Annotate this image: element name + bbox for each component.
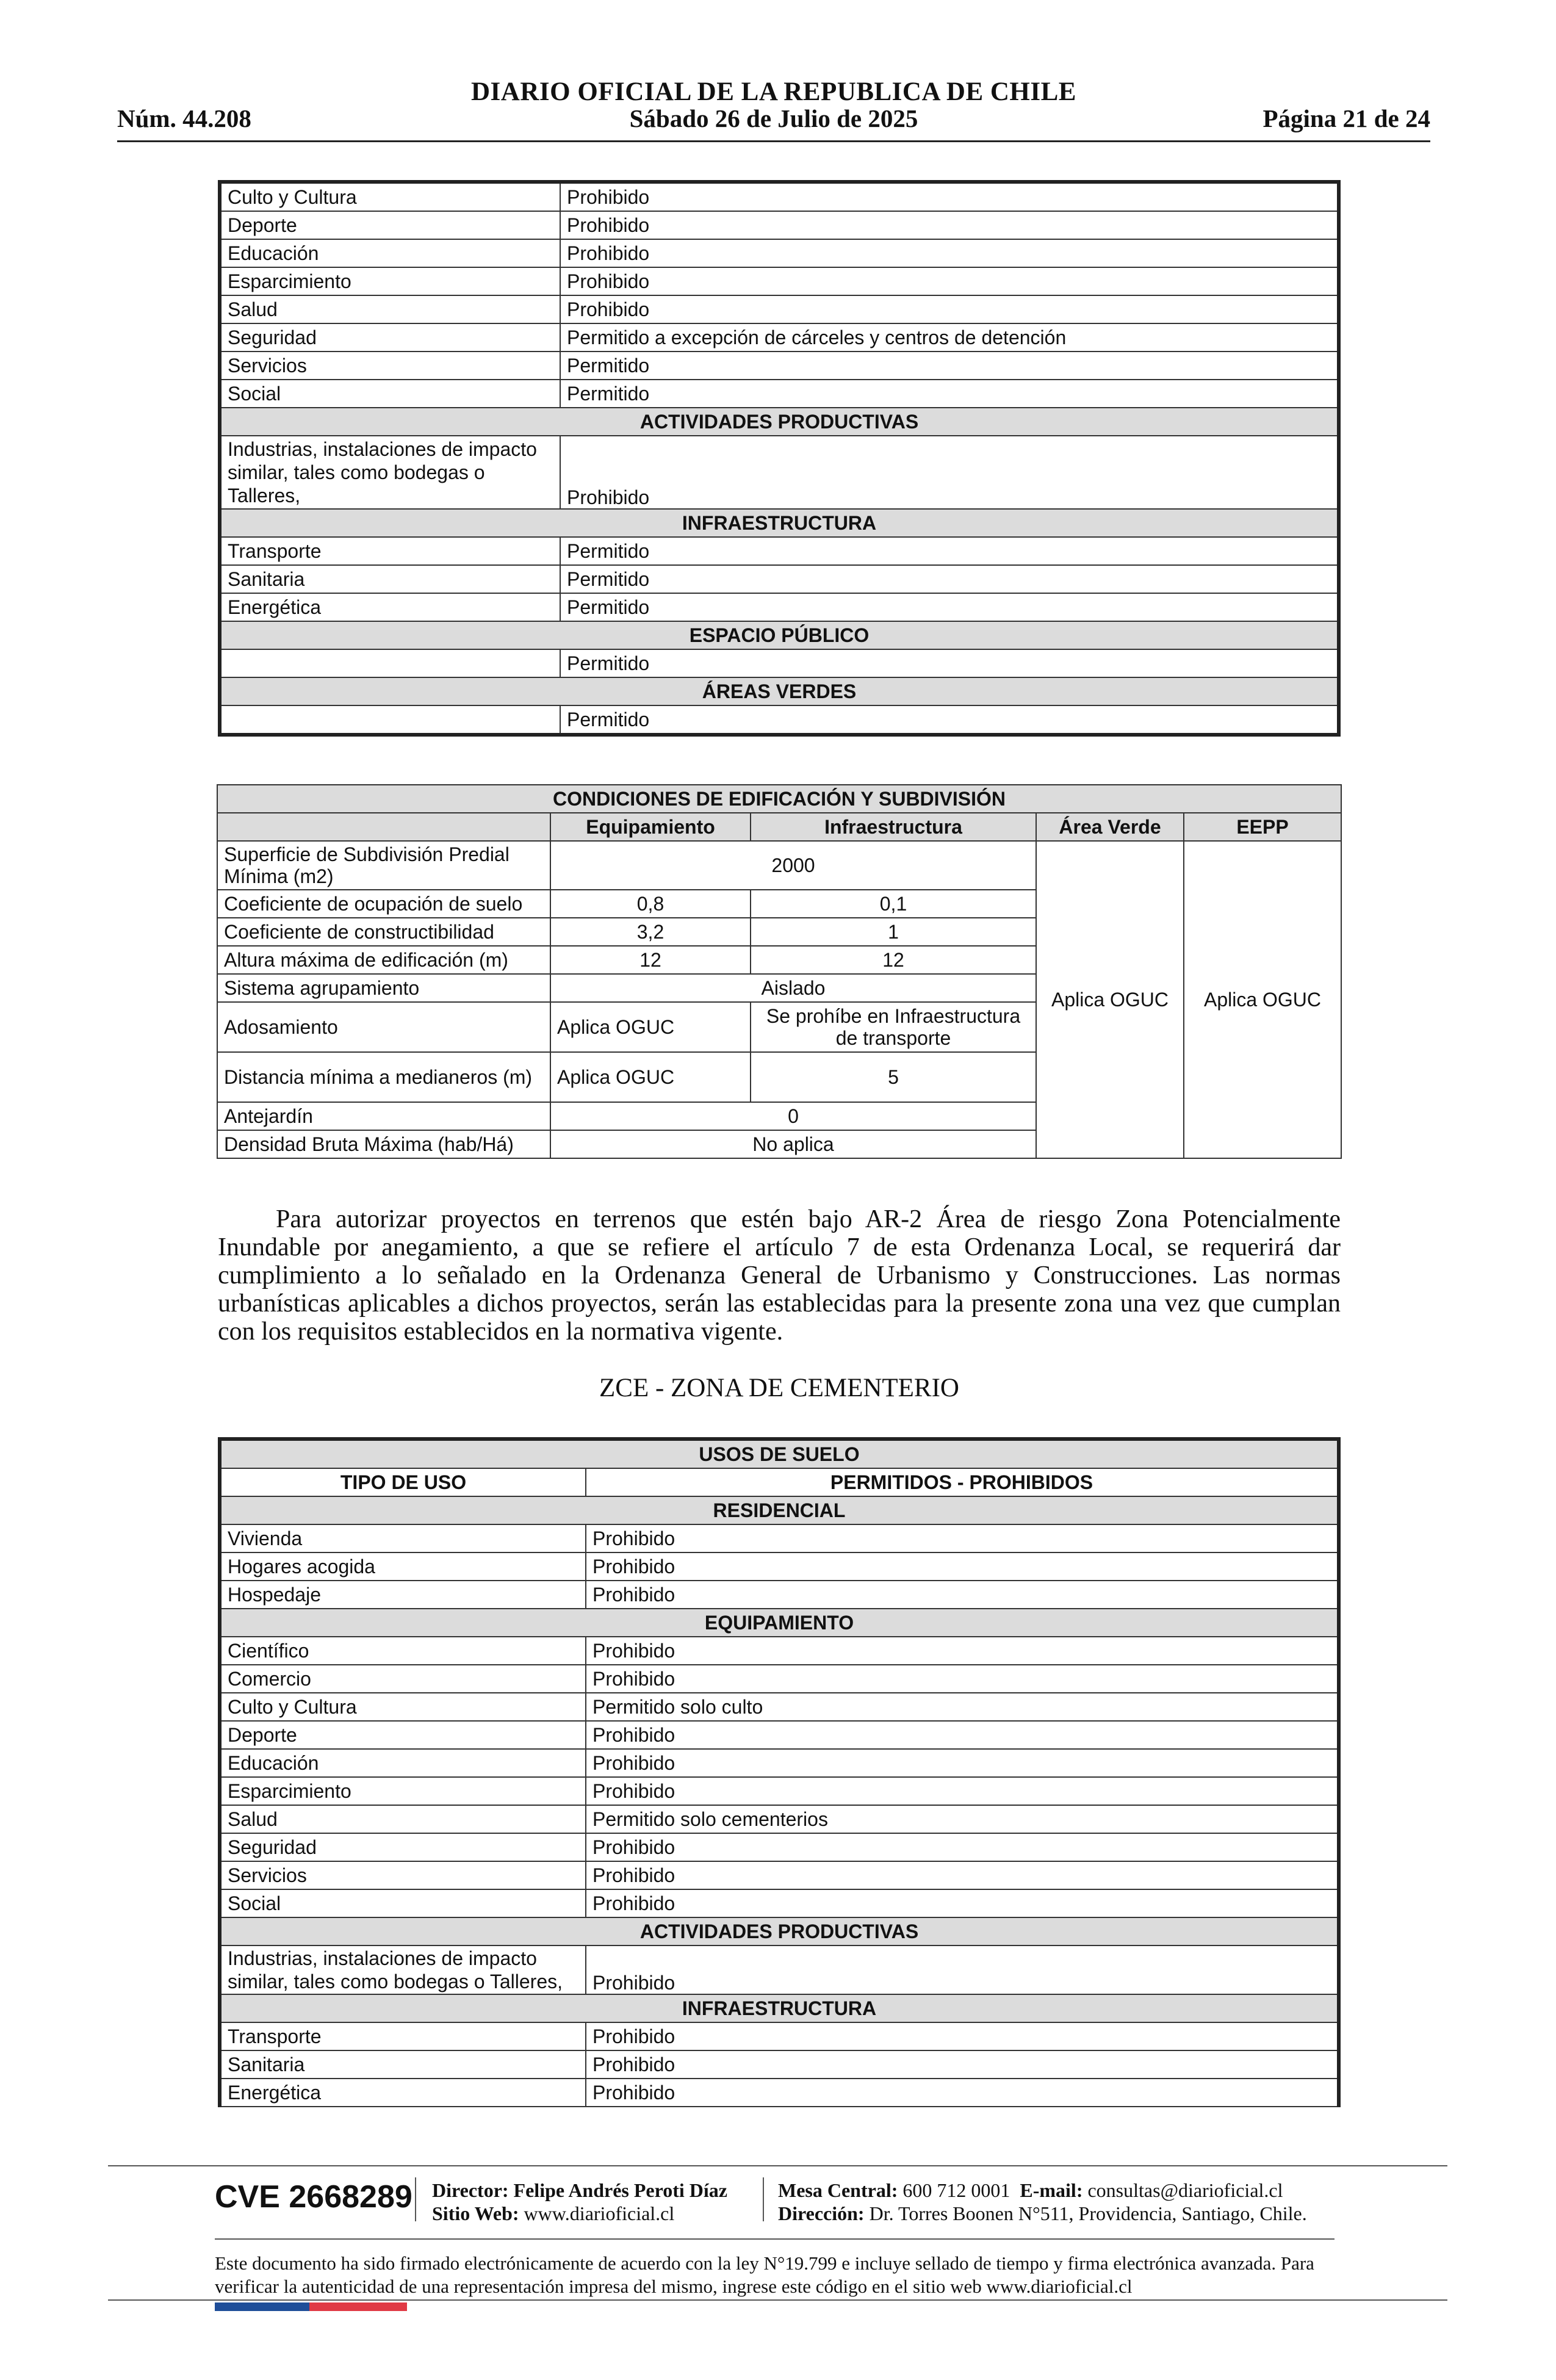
condition-value: 0 (550, 1102, 1036, 1130)
table-row (220, 1637, 1339, 1665)
status-cell: Permitido (560, 593, 1339, 621)
equipamiento-value: 0,8 (550, 890, 751, 918)
status-cell: Prohibido (560, 295, 1339, 323)
phone-label: Mesa Central: (778, 2179, 898, 2201)
column-header-tipo-de-uso: TIPO DE USO (220, 1468, 586, 1496)
table-row (220, 1945, 1339, 1994)
table-row (220, 1749, 1339, 1777)
infraestructura-value: 0,1 (751, 890, 1036, 918)
status-cell: Prohibido (586, 1945, 1339, 1994)
email-label: E-mail: (1020, 2179, 1083, 2201)
email-link[interactable]: consultas@diarioficial.cl (1087, 2179, 1283, 2201)
status-cell: Prohibido (560, 239, 1339, 267)
page-number: Página 21 de 24 (1262, 104, 1430, 132)
condition-label: Sistema agrupamiento (217, 974, 550, 1002)
use-type-cell: Hospedaje (220, 1581, 586, 1609)
section-row (220, 677, 1339, 705)
table-title: CONDICIONES DE EDIFICACIÓN Y SUBDIVISIÓN (217, 785, 1341, 813)
section-heading: INFRAESTRUCTURA (220, 1994, 1339, 2022)
column-header-row (217, 813, 1341, 841)
director-label: Director: (432, 2179, 509, 2201)
table-row (220, 1721, 1339, 1749)
eepp-value: Aplica OGUC (1184, 841, 1341, 1158)
condition-value: Aislado (550, 974, 1036, 1002)
table-row (220, 323, 1339, 352)
footer-director-block (432, 2179, 727, 2225)
status-cell: Prohibido (586, 1861, 1339, 1889)
use-type-cell: Sanitaria (220, 565, 560, 593)
use-type-cell: Culto y Cultura (220, 182, 560, 211)
use-type-cell: Energética (220, 2079, 586, 2107)
publication-title: DIARIO OFICIAL DE LA REPUBLICA DE CHILE (471, 78, 1076, 106)
status-cell: Prohibido (586, 1552, 1339, 1581)
status-cell: Prohibido (586, 1749, 1339, 1777)
table-row (220, 705, 1339, 735)
infraestructura-value: 5 (751, 1052, 1036, 1102)
table-row (220, 1833, 1339, 1861)
status-cell: Permitido solo cementerios (586, 1805, 1339, 1833)
section-heading: ACTIVIDADES PRODUCTIVAS (220, 408, 1339, 436)
issue-number: Núm. 44.208 (117, 104, 251, 132)
status-cell: Prohibido (586, 1524, 1339, 1552)
table-row (220, 295, 1339, 323)
cemetery-land-use-table (218, 1437, 1341, 2107)
infraestructura-value: 12 (751, 946, 1036, 974)
use-type-cell: Comercio (220, 1665, 586, 1693)
status-cell: Prohibido (560, 267, 1339, 295)
header-divider (117, 140, 1430, 142)
director-name: Felipe Andrés Peroti Díaz (513, 2179, 727, 2201)
column-header-row (220, 1468, 1339, 1496)
status-cell: Permitido (560, 705, 1339, 735)
status-cell: Prohibido (586, 1833, 1339, 1861)
table-row (220, 380, 1339, 408)
section-row (220, 621, 1339, 649)
table-row (220, 1552, 1339, 1581)
zone-title: ZCE - ZONA DE CEMENTERIO (599, 1374, 959, 1402)
website-label: Sitio Web: (432, 2202, 519, 2224)
equipamiento-value: Aplica OGUC (550, 1052, 751, 1102)
status-cell: Permitido (560, 352, 1339, 380)
status-cell: Prohibido (560, 182, 1339, 211)
area-verde-value: Aplica OGUC (1036, 841, 1184, 1158)
cve-code: CVE 2668289 (215, 2179, 412, 2215)
table-title-row (220, 1439, 1339, 1468)
status-cell: Prohibido (586, 1581, 1339, 1609)
condition-label: Altura máxima de edificación (m) (217, 946, 550, 974)
status-cell: Prohibido (560, 436, 1339, 509)
column-header-eepp: EEPP (1184, 813, 1341, 841)
use-type-cell: Social (220, 380, 560, 408)
table-row (220, 2022, 1339, 2050)
status-cell: Permitido (560, 380, 1339, 408)
use-type-cell: Servicios (220, 352, 560, 380)
use-type-cell: Seguridad (220, 1833, 586, 1861)
table-row (217, 841, 1341, 890)
table-title-row (217, 785, 1341, 813)
column-header-permitidos: PERMITIDOS - PROHIBIDOS (586, 1468, 1339, 1496)
footer-divider-bottom (108, 2299, 1447, 2301)
use-type-cell: Hogares acogida (220, 1552, 586, 1581)
body-paragraph: Para autorizar proyectos en terrenos que estén bajo AR-2 Área de riesgo Zona Potencialmente Inundable por anegamiento, a que se refiere el artículo 7 de esta Ordenanza Local, se requerirá dar cumplimiento a lo señalado en la Ordenanza General de Urbanismo y Construcciones. Las normas urbanísticas aplicables a dichos proyectos, serán las establecidas para la presente zona una vez que cumplan con los requisitos establecidos en la normativa vigente. (218, 1205, 1341, 1346)
status-cell: Prohibido (586, 2079, 1339, 2107)
table-row (220, 2050, 1339, 2079)
section-heading: EQUIPAMIENTO (220, 1609, 1339, 1637)
use-type-cell: Salud (220, 295, 560, 323)
status-cell: Prohibido (586, 2050, 1339, 2079)
status-cell: Prohibido (586, 1777, 1339, 1805)
use-type-cell (220, 705, 560, 735)
condition-label: Superficie de Subdivisión Predial Mínima (m2) (217, 841, 550, 890)
table-row (220, 1581, 1339, 1609)
use-type-cell: Esparcimiento (220, 267, 560, 295)
section-heading: RESIDENCIAL (220, 1496, 1339, 1524)
infraestructura-value: 1 (751, 918, 1036, 946)
section-row (220, 1496, 1339, 1524)
flag-stripe-red (309, 2302, 407, 2311)
legal-notice: Este documento ha sido firmado electrónicamente de acuerdo con la ley N°19.799 e incluye sellado de tiempo y firma electrónica avanzada. Para verificar la autenticidad de una representación impresa del mismo, ingrese este código en el sitio web www.diarioficial.cl (215, 2252, 1314, 2297)
land-use-table-continuation (218, 180, 1341, 737)
table-row (220, 1777, 1339, 1805)
condition-label: Antejardín (217, 1102, 550, 1130)
table-row (220, 1805, 1339, 1833)
condition-value: No aplica (550, 1130, 1036, 1158)
flag-stripe-blue (215, 2302, 309, 2311)
table-row (220, 1665, 1339, 1693)
table-row (220, 352, 1339, 380)
condition-label: Coeficiente de constructibilidad (217, 918, 550, 946)
address-label: Dirección: (778, 2202, 865, 2224)
status-cell: Permitido a excepción de cárceles y centros de detención (560, 323, 1339, 352)
use-type-cell: Deporte (220, 1721, 586, 1749)
footer-separator (763, 2177, 764, 2221)
table-row (220, 1524, 1339, 1552)
section-row (220, 1609, 1339, 1637)
footer-divider-middle (215, 2238, 1334, 2240)
table-row (220, 565, 1339, 593)
use-type-cell: Deporte (220, 211, 560, 239)
condition-label: Adosamiento (217, 1002, 550, 1052)
table-row (220, 649, 1339, 677)
use-type-cell: Vivienda (220, 1524, 586, 1552)
use-type-cell: Industrias, instalaciones de impacto similar, tales como bodegas o Talleres, (220, 1945, 586, 1994)
table-row (220, 211, 1339, 239)
use-type-cell: Educación (220, 239, 560, 267)
section-heading: ÁREAS VERDES (220, 677, 1339, 705)
equipamiento-value: 12 (550, 946, 751, 974)
status-cell: Prohibido (586, 1889, 1339, 1917)
table-row (220, 593, 1339, 621)
website-link[interactable]: www.diarioficial.cl (524, 2202, 675, 2224)
table-row (220, 1693, 1339, 1721)
building-conditions-table (217, 784, 1342, 1159)
status-cell: Permitido solo culto (586, 1693, 1339, 1721)
use-type-cell: Científico (220, 1637, 586, 1665)
status-cell: Prohibido (586, 2022, 1339, 2050)
issue-date: Sábado 26 de Julio de 2025 (629, 104, 918, 132)
footer-separator (415, 2177, 416, 2221)
use-type-cell: Transporte (220, 2022, 586, 2050)
section-row (220, 1994, 1339, 2022)
footer-contact-block (778, 2179, 1307, 2225)
blank-header-cell (217, 813, 550, 841)
section-heading: ESPACIO PÚBLICO (220, 621, 1339, 649)
table-row (220, 2079, 1339, 2107)
use-type-cell: Servicios (220, 1861, 586, 1889)
use-type-cell: Seguridad (220, 323, 560, 352)
table-title: USOS DE SUELO (220, 1439, 1339, 1468)
status-cell: Prohibido (586, 1665, 1339, 1693)
status-cell: Permitido (560, 565, 1339, 593)
column-header-equipamiento: Equipamiento (550, 813, 751, 841)
section-heading: ACTIVIDADES PRODUCTIVAS (220, 1917, 1339, 1945)
address-text: Dr. Torres Boonen N°511, Providencia, Santiago, Chile. (869, 2202, 1307, 2224)
infraestructura-value: Se prohíbe en Infraestructura de transporte (751, 1002, 1036, 1052)
section-row (220, 509, 1339, 537)
table-row (220, 1889, 1339, 1917)
use-type-cell: Esparcimiento (220, 1777, 586, 1805)
table-row (220, 537, 1339, 565)
phone-number: 600 712 0001 (902, 2179, 1010, 2201)
table-row (220, 239, 1339, 267)
status-cell: Permitido (560, 649, 1339, 677)
table-row (220, 436, 1339, 509)
use-type-cell: Salud (220, 1805, 586, 1833)
status-cell: Prohibido (586, 1637, 1339, 1665)
use-type-cell: Energética (220, 593, 560, 621)
condition-value: 2000 (550, 841, 1036, 890)
use-type-cell: Industrias, instalaciones de impacto similar, tales como bodegas o Talleres, (220, 436, 560, 509)
status-cell: Prohibido (560, 211, 1339, 239)
footer-divider-top (108, 2165, 1447, 2166)
section-row (220, 408, 1339, 436)
column-header-area-verde: Área Verde (1036, 813, 1184, 841)
condition-label: Distancia mínima a medianeros (m) (217, 1052, 550, 1102)
use-type-cell: Transporte (220, 537, 560, 565)
use-type-cell: Educación (220, 1749, 586, 1777)
status-cell: Prohibido (586, 1721, 1339, 1749)
status-cell: Permitido (560, 537, 1339, 565)
use-type-cell (220, 649, 560, 677)
section-heading: INFRAESTRUCTURA (220, 509, 1339, 537)
equipamiento-value: Aplica OGUC (550, 1002, 751, 1052)
condition-label: Coeficiente de ocupación de suelo (217, 890, 550, 918)
use-type-cell: Culto y Cultura (220, 1693, 586, 1721)
table-row (220, 267, 1339, 295)
section-row (220, 1917, 1339, 1945)
page-header (117, 72, 1430, 145)
equipamiento-value: 3,2 (550, 918, 751, 946)
column-header-infraestructura: Infraestructura (751, 813, 1036, 841)
table-row (220, 1861, 1339, 1889)
use-type-cell: Sanitaria (220, 2050, 586, 2079)
condition-label: Densidad Bruta Máxima (hab/Há) (217, 1130, 550, 1158)
table-row (220, 182, 1339, 211)
use-type-cell: Social (220, 1889, 586, 1917)
